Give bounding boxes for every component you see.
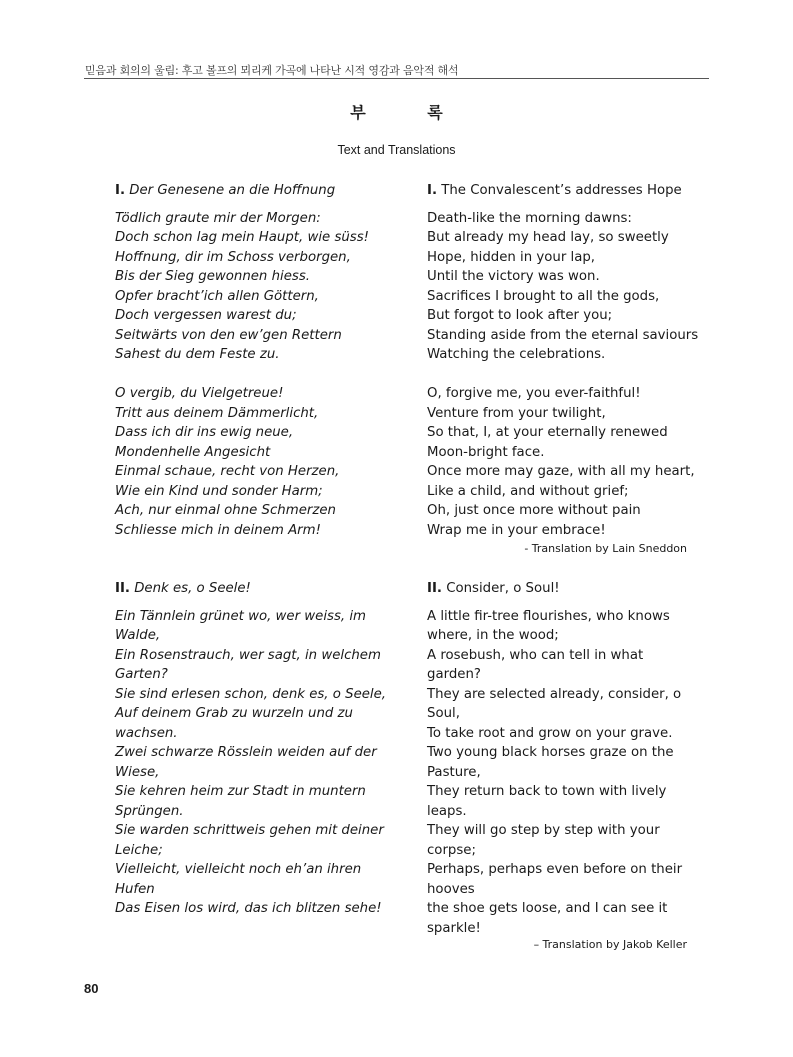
verse-line: Seitwärts von den ew’gen Rettern bbox=[115, 327, 342, 343]
verse-line: But already my head lay, so sweetly bbox=[427, 230, 669, 245]
song2-german-column bbox=[115, 579, 395, 919]
verse-line: Vielleicht, vielleicht noch eh’an ihren bbox=[115, 862, 362, 877]
verse-line: A little fir-tree flourishes, who knows bbox=[427, 608, 670, 624]
song2-english-text bbox=[427, 607, 717, 939]
verse-line: Ein Tännlein grünet wo, wer weiss, im bbox=[115, 608, 367, 624]
song2-english-column bbox=[427, 579, 717, 938]
verse-line: They will go step by step with your bbox=[427, 823, 660, 838]
song1-german-heading bbox=[115, 181, 395, 201]
verse-line: They are selected already, consider, o bbox=[427, 686, 682, 702]
verse-line: Like a child, and without grief; bbox=[427, 483, 629, 499]
song1-english-number: I. bbox=[427, 183, 437, 198]
verse-line: the shoe gets loose, and I can see it bbox=[427, 901, 668, 916]
song1-german-column bbox=[115, 181, 395, 540]
appendix-title: 부 록 bbox=[350, 103, 471, 122]
verse-line: Watching the celebrations. bbox=[427, 347, 606, 362]
verse-line: Ach, nur einmal ohne Schmerzen bbox=[115, 503, 336, 518]
verse-line: Sahest du dem Feste zu. bbox=[115, 347, 280, 362]
song1-english-heading bbox=[427, 181, 717, 201]
song1-english-column bbox=[427, 181, 717, 540]
song1-german-title: Der Genesene an die Hoffnung bbox=[129, 183, 336, 198]
song2-german-heading bbox=[115, 579, 395, 599]
verse-line: Wie ein Kind und sonder Harm; bbox=[115, 483, 323, 499]
verse-line: Das Eisen los wird, das ich blitzen sehe! bbox=[115, 901, 382, 916]
song1-translation-credit: - Translation by Lain Sneddon bbox=[524, 542, 687, 555]
verse-line: Leiche; bbox=[115, 842, 163, 858]
verse-line: Ein Rosenstrauch, wer sagt, in welchem bbox=[115, 647, 381, 663]
verse-line: Bis der Sieg gewonnen hiess. bbox=[115, 269, 310, 284]
verse-line: Mondenhelle Angesicht bbox=[115, 444, 271, 460]
verse-line: wachsen. bbox=[115, 725, 178, 741]
verse-line: Wiese, bbox=[115, 764, 160, 780]
verse-line: Two young black horses graze on the bbox=[427, 745, 674, 760]
verse-line: O vergib, du Vielgetreue! bbox=[115, 386, 284, 401]
verse-line: So that, I, at your eternally renewed bbox=[427, 425, 668, 440]
song1-english-title: The Convalescent’s addresses Hope bbox=[441, 183, 682, 198]
verse-line: Wrap me in your embrace! bbox=[427, 522, 606, 538]
running-head: 믿음과 회의의 울림: 후고 볼프의 뫼리케 가곡에 나타난 시적 영감과 음악적 해석 bbox=[85, 64, 459, 77]
verse-line: Once more may gaze, with all my heart, bbox=[427, 464, 695, 479]
verse-line: leaps. bbox=[427, 803, 467, 819]
verse-line: Sie kehren heim zur Stadt in muntern bbox=[115, 784, 366, 799]
verse-line: Soul, bbox=[427, 706, 460, 721]
verse-line: They return back to town with lively bbox=[427, 784, 667, 799]
verse-line: Tritt aus deinem Dämmerlicht, bbox=[115, 405, 319, 421]
song2-german-number: II. bbox=[115, 581, 130, 596]
verse-line: Tödlich graute mir der Morgen: bbox=[115, 210, 321, 226]
verse-line: Hoffnung, dir im Schoss verborgen, bbox=[115, 249, 351, 265]
song2-english-number: II. bbox=[427, 581, 442, 596]
verse-line: Doch schon lag mein Haupt, wie süss! bbox=[115, 230, 369, 245]
song1-german-stanza1 bbox=[115, 209, 395, 365]
verse-line: Moon-bright face. bbox=[427, 444, 545, 460]
verse-line: Walde, bbox=[115, 628, 161, 643]
verse-line: Dass ich dir ins ewig neue, bbox=[115, 425, 294, 440]
verse-line: Hope, hidden in your lap, bbox=[427, 249, 596, 265]
page-number: 80 bbox=[84, 981, 99, 996]
verse-line: Oh, just once more without pain bbox=[427, 503, 641, 518]
song2-english-title: Consider, o Soul! bbox=[446, 581, 560, 596]
song2-german-text bbox=[115, 607, 395, 919]
verse-line: But forgot to look after you; bbox=[427, 308, 613, 323]
song1-english-stanza2 bbox=[427, 384, 717, 540]
song1-german-number: I. bbox=[115, 183, 125, 198]
verse-line: corpse; bbox=[427, 842, 476, 858]
song1-german-stanza2 bbox=[115, 384, 395, 540]
verse-line: Death-like the morning dawns: bbox=[427, 210, 632, 226]
verse-line: Standing aside from the eternal saviours bbox=[427, 327, 699, 343]
verse-line: garden? bbox=[427, 667, 481, 682]
verse-line: Sie sind erlesen schon, denk es, o Seele, bbox=[115, 686, 387, 702]
verse-line: Garten? bbox=[115, 667, 168, 682]
verse-line: Doch vergessen warest du; bbox=[115, 308, 297, 323]
song1-english-stanza1 bbox=[427, 209, 717, 365]
song2-translation-credit: – Translation by Jakob Keller bbox=[533, 938, 687, 951]
verse-line: where, in the wood; bbox=[427, 628, 559, 643]
verse-line: Einmal schaue, recht von Herzen, bbox=[115, 464, 340, 479]
verse-line: hooves bbox=[427, 881, 475, 897]
verse-line: Sprüngen. bbox=[115, 803, 184, 819]
verse-line: Opfer bracht’ich allen Göttern, bbox=[115, 288, 319, 304]
verse-line: Sie warden schrittweis gehen mit deiner bbox=[115, 823, 384, 838]
verse-line: To take root and grow on your grave. bbox=[427, 725, 673, 741]
verse-line: Auf deinem Grab zu wurzeln und zu bbox=[115, 706, 353, 721]
section-subtitle: Text and Translations bbox=[337, 143, 456, 157]
song2-german-title: Denk es, o Seele! bbox=[134, 581, 251, 596]
verse-line: Schliesse mich in deinem Arm! bbox=[115, 522, 321, 538]
verse-line: Pasture, bbox=[427, 764, 481, 780]
verse-line: Venture from your twilight, bbox=[427, 405, 606, 421]
verse-line: Hufen bbox=[115, 881, 155, 897]
header-rule bbox=[84, 78, 709, 79]
song2-english-heading bbox=[427, 579, 717, 599]
verse-line: A rosebush, who can tell in what bbox=[427, 647, 644, 663]
verse-line: Sacrifices I brought to all the gods, bbox=[427, 288, 660, 304]
verse-line: sparkle! bbox=[427, 920, 481, 936]
verse-line: Until the victory was won. bbox=[427, 269, 600, 284]
verse-line: Zwei schwarze Rösslein weiden auf der bbox=[115, 745, 377, 760]
verse-line: O, forgive me, you ever-faithful! bbox=[427, 386, 641, 401]
verse-line: Perhaps, perhaps even before on their bbox=[427, 862, 683, 877]
